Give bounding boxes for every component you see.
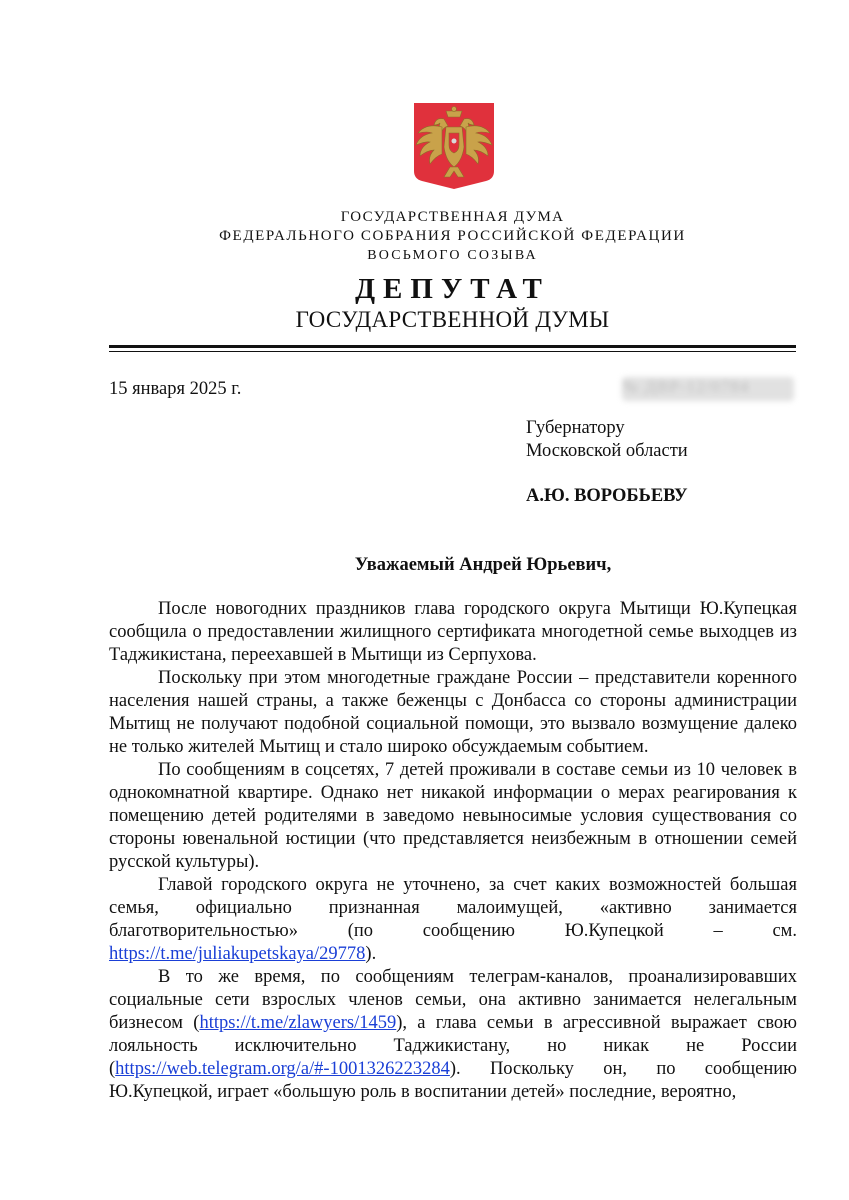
- link-zlawyers[interactable]: https://t.me/zlawyers/1459: [199, 1013, 397, 1033]
- link-web-telegram[interactable]: https://web.telegram.org/a/#-1001326223284: [115, 1059, 450, 1079]
- salutation: Уважаемый Андрей Юрьевич,: [354, 555, 612, 575]
- header-rule-thick: [109, 345, 796, 348]
- link-juliakupetskaya[interactable]: https://t.me/juliakupetskaya/29778: [109, 944, 366, 964]
- paragraph-5: [109, 966, 797, 1104]
- addressee-name: А.Ю. ВОРОБЬЕВУ: [526, 486, 688, 506]
- paragraph-5-text-3: ). Поскольку он, по сообщению Ю.Купецкой, играет «большую роль в воспитании детей» последние, вероятно,: [109, 1059, 797, 1102]
- registration-number-blurred: [622, 377, 794, 401]
- paragraph-5-text-1: В то же время, по сообщениям телеграм-каналов, проанализировавших социальные сети взрослых членов семьи, она активно занимается нелегальным бизнесом (: [109, 967, 797, 1033]
- letter-date: 15 января 2025 г.: [109, 379, 242, 399]
- paragraph-1: После новогодних праздников глава городского округа Мытищи Ю.Купецкая сообщила о предоставлении жилищного сертификата многодетной семье выходцев из Таджикистана, переехавшей в Мытищи из Серпухова.: [109, 599, 797, 665]
- convocation-heading: ВОСЬМОГО СОЗЫВА: [367, 248, 538, 263]
- paragraph-4-text: Главой городского округа не уточнено, за счет каких возможностей большая семья, официально признанная малоимущей, «активно занимается благотворительностью» (по сообщению Ю.Купецкой – см.: [109, 875, 797, 941]
- addressee-region: Московской области: [526, 441, 688, 461]
- letter-body: [109, 598, 797, 1104]
- federal-assembly-heading: ФЕДЕРАЛЬНОГО СОБРАНИЯ РОССИЙСКОЙ ФЕДЕРАЦИИ: [219, 228, 686, 244]
- paragraph-4-end: ).: [365, 944, 377, 964]
- paragraph-3: По сообщениям в соцсетях, 7 детей проживали в составе семьи из 10 человек в однокомнатной квартире. Однако нет никакой информации о мерах реагирования к помещению детей родителями в заведомо невыносимые условия существования со стороны ювенальной юстиции (что представляется неизбежным в отношении семей русской культуры).: [109, 760, 797, 872]
- header-rule-thin: [109, 351, 796, 352]
- paragraph-4: [109, 874, 797, 966]
- deputy-title: ДЕПУТАТ: [355, 273, 550, 305]
- registration-number: № ДВР-12/0784: [622, 377, 750, 396]
- duma-heading: ГОСУДАРСТВЕННАЯ ДУМА: [340, 209, 565, 225]
- coat-of-arms-icon: [412, 101, 496, 191]
- paragraph-2: Поскольку при этом многодетные граждане России – представители коренного населения нашей страны, а также беженцы с Донбасса со стороны администрации Мытищ не получают подобной социальной помощи, это вызвало возмущение далеко не только жителей Мытищ и стало широко обсуждаемым событием.: [109, 668, 797, 757]
- paragraph-5-text-2: ), а глава семьи в агрессивной выражает свою лояльность исключительно Таджикистану, но никак не России (: [109, 1013, 798, 1079]
- deputy-subtitle: ГОСУДАРСТВЕННОЙ ДУМЫ: [295, 307, 610, 332]
- addressee-position: Губернатору: [526, 418, 625, 438]
